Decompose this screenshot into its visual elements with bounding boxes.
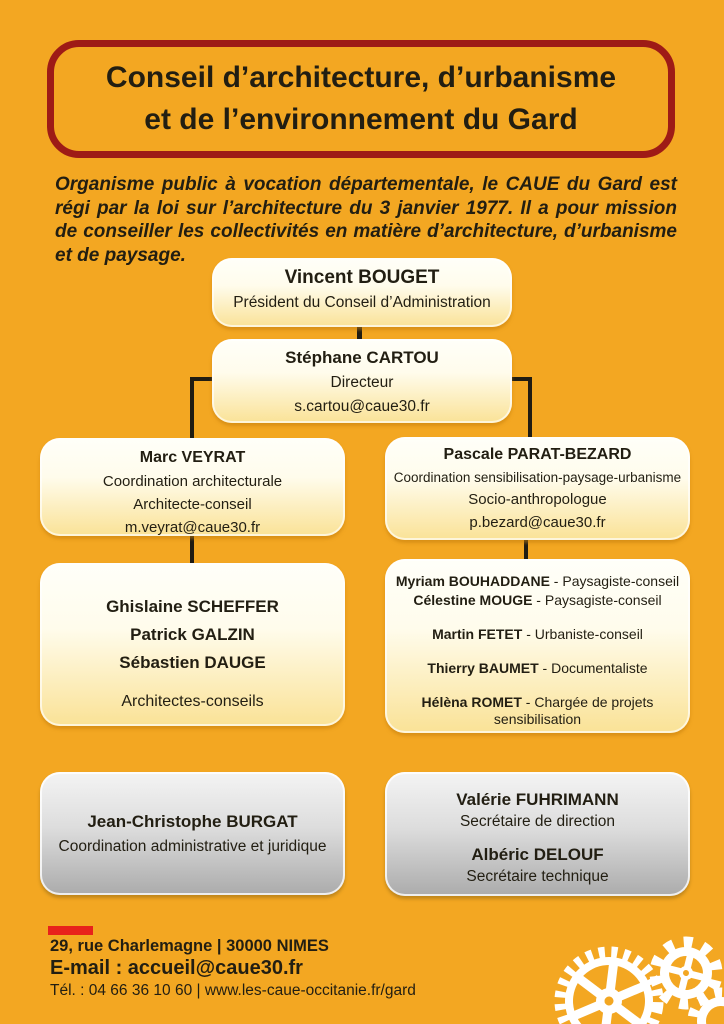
title-box	[47, 40, 675, 158]
architecte-name-3: Sébastien DAUGE	[119, 653, 266, 672]
member-name: Célestine MOUGE	[413, 592, 533, 608]
secretary-role-2: Secrétaire technique	[466, 868, 609, 885]
member-role: - Urbaniste-conseil	[522, 626, 643, 642]
member-name: Myriam BOUHADDANE	[395, 573, 550, 589]
team-member-row	[393, 694, 682, 728]
coord-sensibilisation-name: Pascale PARAT-BEZARD	[443, 446, 632, 463]
footer-email: E-mail : accueil@caue30.fr	[50, 957, 303, 979]
coord-admin-role: Coordination administrative et juridique	[58, 837, 327, 855]
coord-sensibilisation-role2: Socio-anthropologue	[468, 491, 607, 508]
coord-architecture-name: Marc VEYRAT	[139, 449, 246, 466]
coord-architecture-role2: Architecte-conseil	[133, 496, 252, 513]
connector-right-vertical	[528, 377, 532, 437]
box-secretariat	[385, 772, 690, 896]
team-member-row	[393, 660, 682, 677]
box-coord-admin	[40, 772, 345, 895]
large-gear-icon	[554, 946, 663, 1024]
title-line-1: Conseil d’architecture, d’urbanisme	[105, 61, 617, 94]
footer-phone-website: Tél. : 04 66 36 10 60 | www.les-caue-occitanie.fr/gard	[50, 982, 416, 999]
architecte-name-1: Ghislaine SCHEFFER	[106, 597, 279, 616]
member-name: Hélèna ROMET	[421, 694, 522, 710]
gears-icon	[549, 909, 724, 1024]
intro-paragraph: Organisme public à vocation départementale, le CAUE du Gard est régi par la loi sur l’architecture du 3 janvier 1977. Il a pour mission de conseiller les collectivités en matière d’architecture, d’urbanisme et de paysage.	[55, 174, 677, 266]
president-role: Président du Conseil d’Administration	[233, 294, 491, 311]
member-role: - Chargée de projets sensibilisation	[493, 694, 654, 727]
coord-architecture-role1: Coordination architecturale	[102, 473, 283, 490]
title-line-2: et de l’environnement du Gard	[144, 103, 578, 136]
box-coord-architecture	[40, 438, 345, 536]
president-name: Vincent BOUGET	[284, 267, 440, 288]
coord-architecture-email: m.veyrat@caue30.fr	[124, 519, 261, 536]
connector-right-tick	[524, 540, 528, 559]
member-role: - Paysagiste-conseil	[549, 573, 680, 589]
director-name: Stéphane CARTOU	[285, 348, 439, 367]
member-role: - Paysagiste-conseil	[532, 592, 662, 608]
team-member-row	[393, 573, 682, 590]
secretary-name-2: Albéric DELOUF	[471, 845, 604, 864]
footer-address: 29, rue Charlemagne | 30000 NIMES	[50, 937, 329, 955]
secretary-role-1: Secrétaire de direction	[459, 813, 616, 830]
member-role: - Documentaliste	[538, 660, 648, 676]
connector-left-vertical	[190, 377, 194, 438]
connector-left-tick	[190, 536, 194, 563]
coord-admin-name: Jean-Christophe BURGAT	[87, 811, 298, 831]
box-director	[212, 339, 512, 423]
team-member-row	[393, 592, 682, 609]
box-coord-sensibilisation	[385, 437, 690, 540]
small-gear-icon	[650, 937, 723, 1010]
architectes-role: Architectes-conseils	[121, 693, 264, 710]
architecte-name-2: Patrick GALZIN	[130, 625, 255, 644]
box-architectes-conseils	[40, 563, 345, 726]
box-president	[212, 258, 512, 327]
coord-sensibilisation-email: p.bezard@caue30.fr	[469, 514, 606, 531]
director-email: s.cartou@caue30.fr	[294, 398, 430, 415]
connector-president-director	[357, 327, 362, 339]
footer-accent-bar	[48, 926, 93, 935]
box-equipe-sensibilisation	[385, 559, 690, 733]
coord-sensibilisation-role1: Coordination sensibilisation-paysage-urbanisme	[393, 470, 682, 485]
director-role: Directeur	[330, 374, 394, 391]
member-name: Thierry BAUMET	[427, 660, 539, 676]
team-member-row	[393, 626, 682, 643]
member-name: Martin FETET	[432, 626, 523, 642]
secretary-name-1: Valérie FUHRIMANN	[456, 790, 619, 809]
